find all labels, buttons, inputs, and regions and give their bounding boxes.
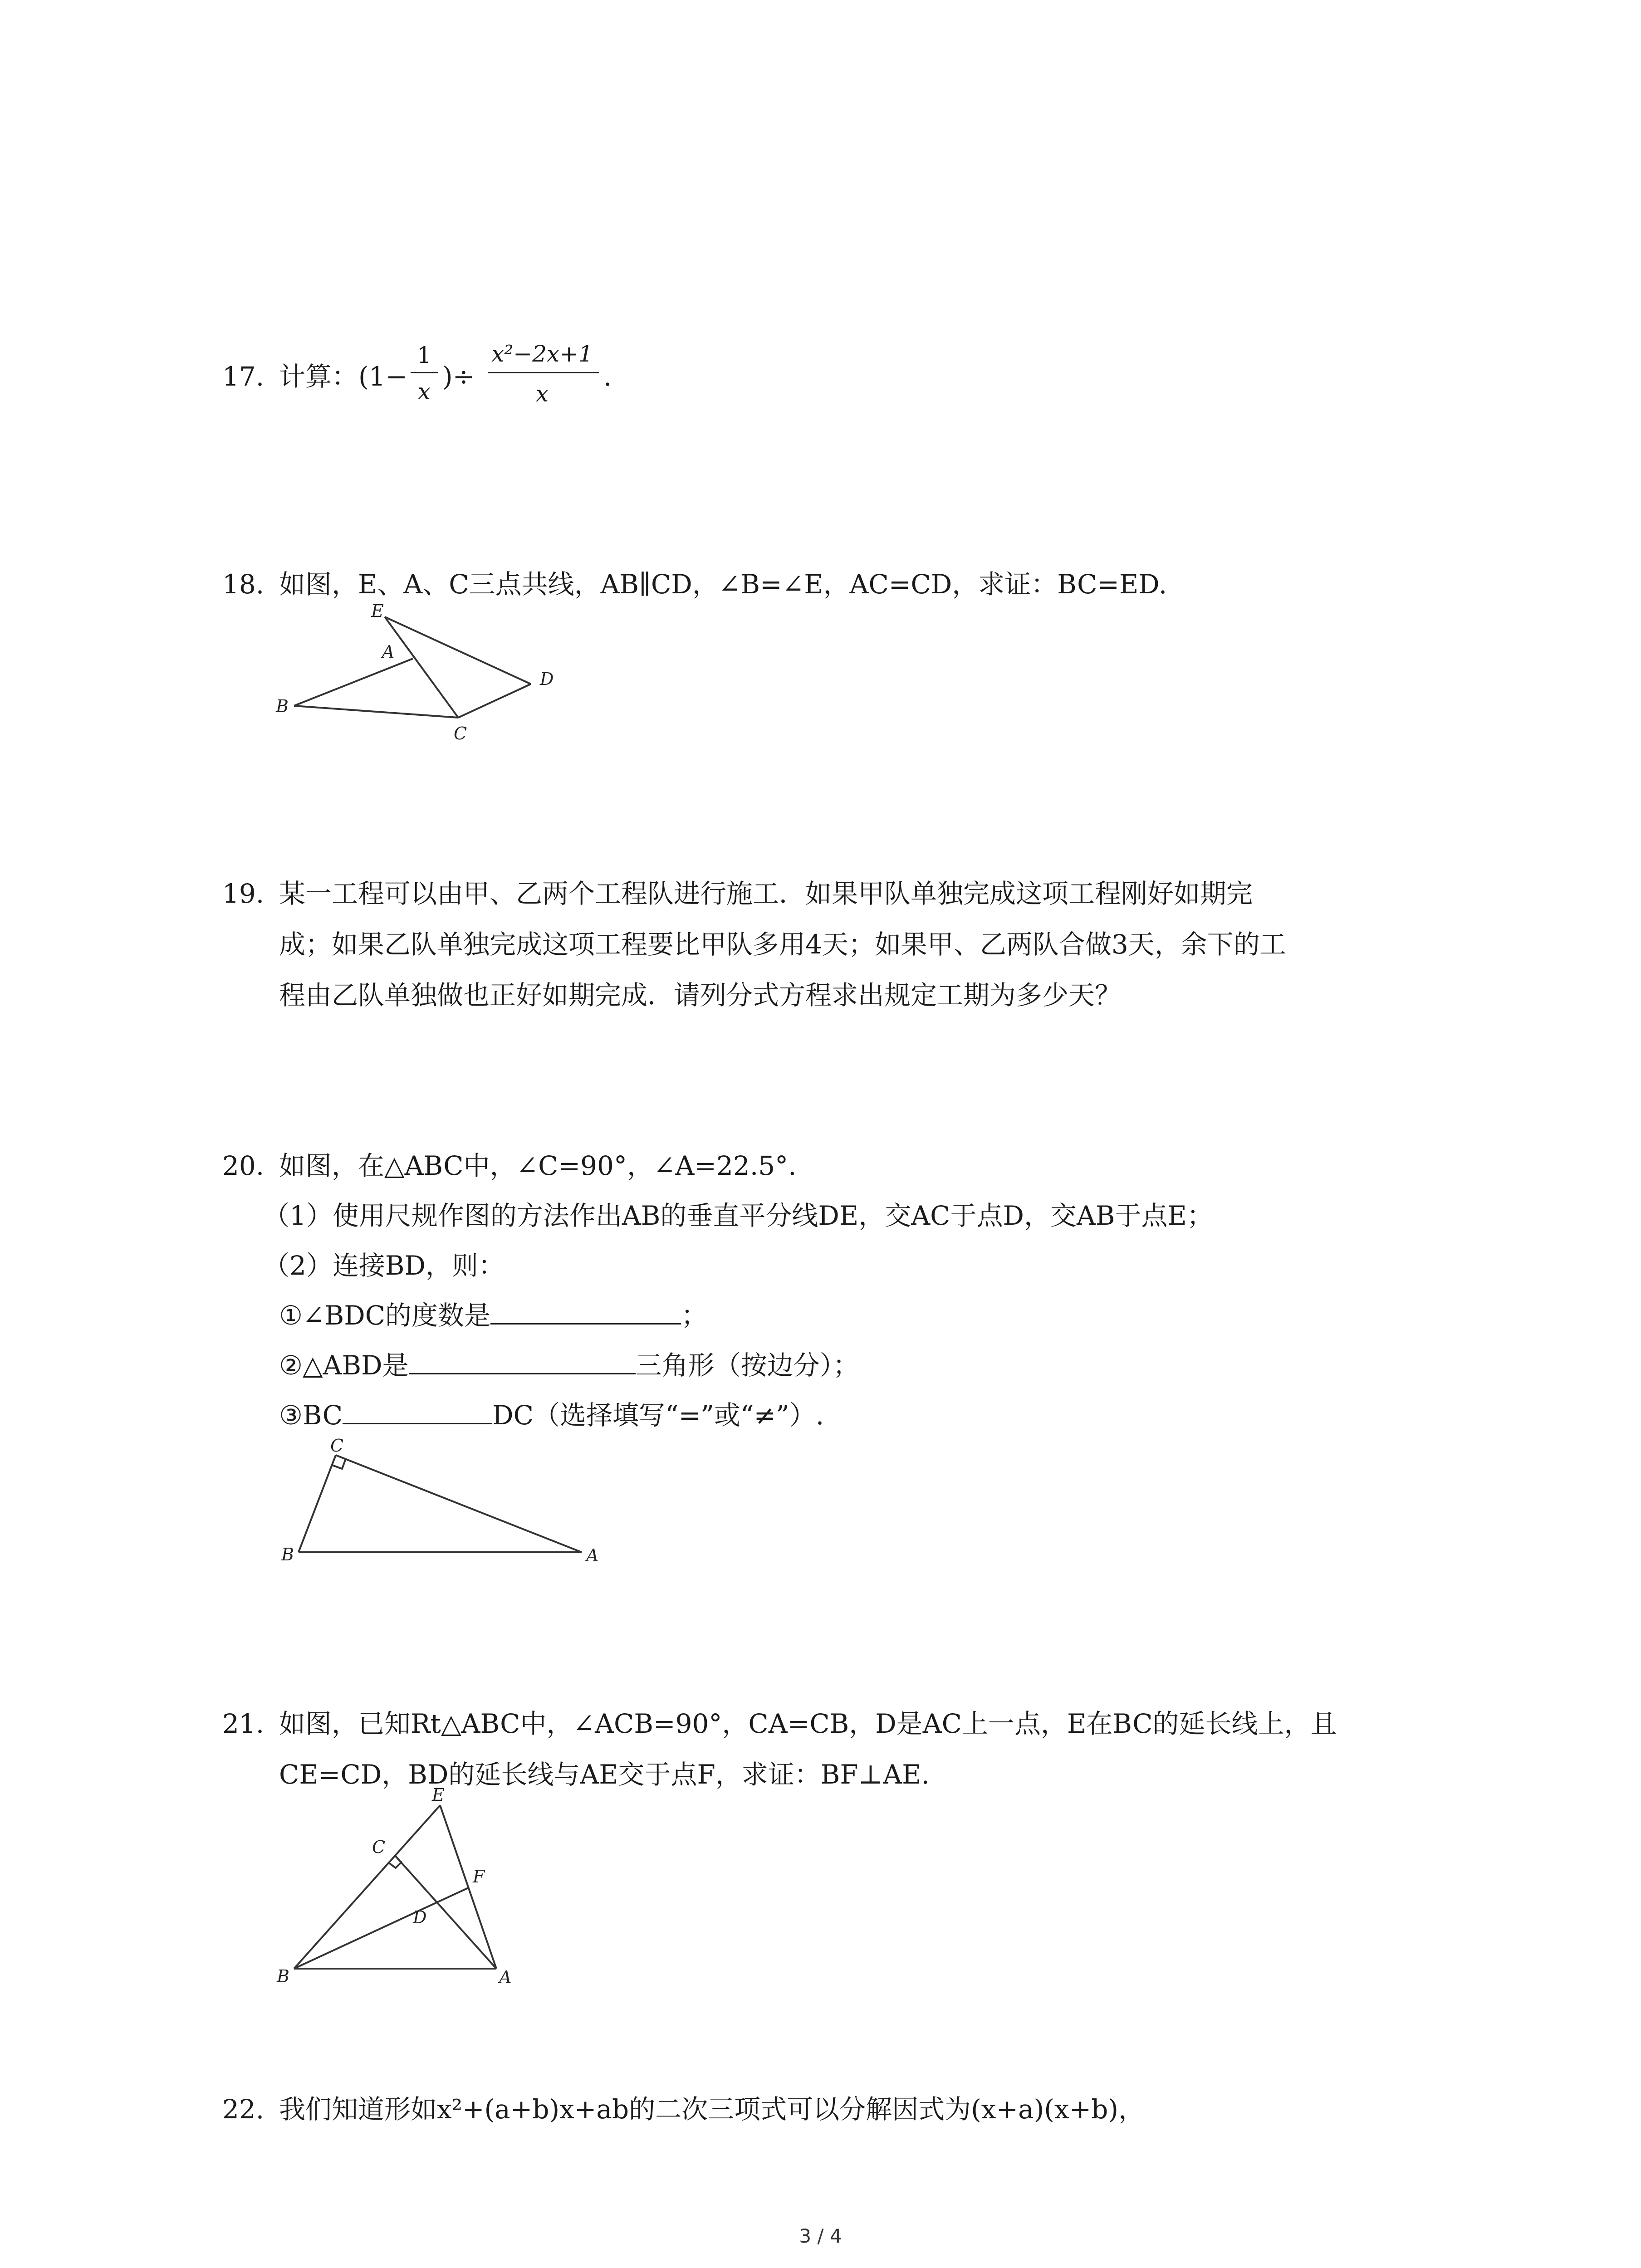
q20-label-A: A bbox=[586, 1545, 599, 1565]
q17-frac1-bar bbox=[411, 372, 438, 373]
q20-item1-prefix: ①∠BDC的度数是 bbox=[279, 1300, 491, 1331]
q20-part2: （2）连接BD，则： bbox=[263, 1250, 505, 1281]
q17-close-div: )÷ bbox=[442, 361, 475, 392]
q17-open: (1− bbox=[358, 361, 408, 392]
q20-item2-suffix: 三角形（按边分）； bbox=[635, 1350, 859, 1381]
q20-item2-blank[interactable] bbox=[409, 1351, 636, 1374]
q18-line-EC bbox=[385, 617, 458, 718]
q21-line-EA bbox=[440, 1805, 496, 1969]
q18-line-BC bbox=[294, 706, 458, 718]
q19-number: 19. bbox=[222, 878, 265, 909]
q19-line-1: 某一工程可以由甲、乙两个工程队进行施工．如果甲队单独完成这项工程刚好如期完 bbox=[279, 878, 1253, 909]
q18-text: 如图，E、A、C三点共线，AB∥CD，∠B=∠E，AC=CD，求证：BC=ED. bbox=[279, 569, 1167, 600]
q21-label-F: F bbox=[473, 1867, 485, 1887]
q17-frac2-bar bbox=[488, 372, 599, 373]
q21-figure bbox=[263, 1787, 590, 1996]
q20-item3-prefix: ③BC bbox=[279, 1400, 343, 1431]
q20-item1 bbox=[279, 1300, 707, 1331]
q21-label-C: C bbox=[372, 1837, 386, 1857]
q17-frac2-num: x²−2x+1 bbox=[491, 341, 593, 367]
q21-label-B: B bbox=[277, 1966, 289, 1986]
q21-right-angle-mark bbox=[388, 1862, 402, 1868]
q18-label-C: C bbox=[454, 723, 467, 743]
q21-number: 21. bbox=[222, 1708, 265, 1739]
q18-line-CD bbox=[458, 684, 531, 718]
q20-intro: 如图，在△ABC中，∠C=90°，∠A=22.5°. bbox=[279, 1150, 797, 1181]
q17-frac1-num: 1 bbox=[417, 342, 431, 368]
q17-frac1-den: x bbox=[417, 378, 431, 405]
q20-item3-suffix: DC（选择填写“=”或“≠”）. bbox=[492, 1400, 824, 1431]
q18-label-B: B bbox=[276, 696, 289, 716]
q17-frac2-den: x bbox=[535, 381, 549, 407]
q18-line-ED bbox=[385, 617, 531, 684]
q20-item3-blank[interactable] bbox=[343, 1401, 492, 1424]
q21-label-E: E bbox=[432, 1787, 445, 1805]
q18-line-BA bbox=[294, 659, 413, 706]
q17-prefix: 计算： bbox=[279, 361, 358, 392]
q19-line-3: 程由乙队单独做也正好如期完成．请列分式方程求出规定工期为多少天？ bbox=[279, 980, 1122, 1011]
q21-label-D: D bbox=[413, 1907, 427, 1927]
q22-number: 22. bbox=[222, 2094, 265, 2125]
q18-label-A: A bbox=[382, 642, 395, 662]
q20-item2-prefix: ②△ABD是 bbox=[279, 1350, 409, 1381]
q17-end: . bbox=[603, 361, 612, 392]
q20-line-CA bbox=[336, 1455, 582, 1552]
q21-line-1: 如图，已知Rt△ABC中，∠ACB=90°，CA=CB，D是AC上一点，E在BC的延长线上，且 bbox=[279, 1708, 1337, 1739]
page-number: 3 / 4 bbox=[799, 2225, 842, 2247]
q17-number: 17. bbox=[222, 361, 265, 392]
q18-label-E: E bbox=[371, 601, 384, 621]
q20-item3 bbox=[279, 1399, 824, 1431]
q18-number: 18. bbox=[222, 569, 265, 600]
q21-line-BF bbox=[294, 1888, 468, 1969]
q20-line-CB bbox=[299, 1455, 336, 1552]
q20-label-B: B bbox=[281, 1545, 294, 1564]
q20-part1: （1）使用尺规作图的方法作出AB的垂直平分线DE，交AC于点D，交AB于点E； bbox=[263, 1200, 1213, 1231]
q20-figure bbox=[263, 1429, 617, 1579]
q18-label-D: D bbox=[540, 669, 554, 689]
q20-number: 20. bbox=[222, 1150, 265, 1181]
q20-item1-blank[interactable] bbox=[490, 1301, 681, 1325]
q21-label-A: A bbox=[499, 1967, 512, 1987]
q20-label-C: C bbox=[330, 1436, 344, 1456]
q20-item2 bbox=[279, 1349, 859, 1381]
q21-line-BE bbox=[294, 1805, 440, 1969]
q20-item1-suffix: ； bbox=[681, 1300, 708, 1331]
q21-line-2: CE=CD，BD的延长线与AE交于点F，求证：BF⊥AE. bbox=[279, 1759, 930, 1790]
q18-figure bbox=[263, 599, 581, 748]
q19-line-2: 成；如果乙队单独完成这项工程要比甲队多用4天；如果甲、乙两队合做3天，余下的工 bbox=[279, 929, 1286, 960]
q22-text: 我们知道形如x²+(a+b)x+ab的二次三项式可以分解因式为(x+a)(x+b)， bbox=[279, 2094, 1145, 2125]
